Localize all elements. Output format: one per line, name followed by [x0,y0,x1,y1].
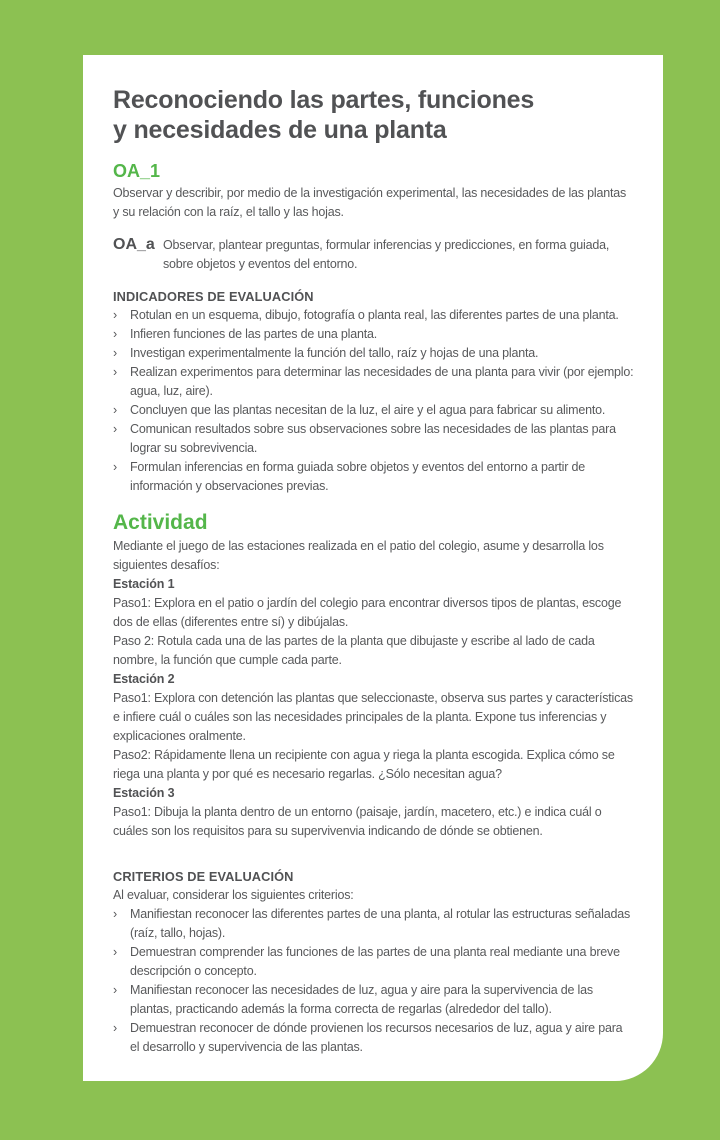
station [113,784,635,841]
station-title: Estación 1 [113,577,175,591]
oa-description: Observar y describir, por medio de la investigación experimental, las necesidades de las plantas y su relación con la raíz, el tallo y las hojas. [113,186,627,219]
chevron-bullet-icon: › [113,460,117,474]
indicator-text: Investigan experimentalmente la función del tallo, raíz y hojas de una planta. [130,346,539,360]
criterion-item [113,981,635,1019]
activity-section [113,510,635,841]
indicator-text: Rotulan en un esquema, dibujo, fotografía o planta real, las diferentes partes de una planta. [130,308,619,322]
chevron-bullet-icon: › [113,403,117,417]
chevron-bullet-icon: › [113,422,117,436]
chevron-bullet-icon: › [113,945,117,959]
chevron-bullet-icon: › [113,308,117,322]
station-steps [113,689,635,784]
criterion-text: Manifiestan reconocer las diferentes partes de una planta, al rotular las estructuras señaladas (raíz, tallo, hojas). [130,907,631,940]
station [113,670,635,784]
criterion-text: Demuestran reconocer de dónde provienen los recursos necesarios de luz, agua y aire para el desarrollo y supervivencia de las plantas. [130,1021,623,1054]
chevron-bullet-icon: › [113,907,117,921]
criterion-item [113,943,635,981]
station-steps [113,594,635,670]
oa-section [113,161,635,274]
oa-heading: OA_1 [113,161,161,181]
criterion-item [113,1019,635,1057]
chevron-bullet-icon: › [113,365,117,379]
indicator-item [113,420,635,458]
indicator-text: Infieren funciones de las partes de una planta. [130,327,378,341]
chevron-bullet-icon: › [113,983,117,997]
stations-list [113,575,635,841]
station-steps [113,803,635,841]
station-step: Paso1: Dibuja la planta dentro de un entorno (paisaje, jardín, macetero, etc.) e indica cuál o cuáles son los requisitos para su supervivenvia indicando de dónde se obtienen. [113,805,602,838]
indicators-list [113,306,635,496]
criterion-text: Demuestran comprender las funciones de las partes de una planta real mediante una breve descripción o concepto. [130,945,620,978]
criteria-intro: Al evaluar, considerar los siguientes criterios: [113,888,354,902]
chevron-bullet-icon: › [113,346,117,360]
indicators-section [113,287,635,496]
criteria-heading: CRITERIOS DE EVALUACIÓN [113,869,294,884]
indicator-item [113,458,635,496]
station-step: Paso1: Explora con detención las plantas que seleccionaste, observa sus partes y características e infiere cuál o cuáles son las necesidades principales de la planta. Expone tus inferencias y explicaciones oralmente. [113,691,633,743]
indicator-text: Realizan experimentos para determinar las necesidades de una planta para vivir (por ejemplo: agua, luz, aire). [130,365,634,398]
page-title [113,85,635,145]
indicator-text: Concluyen que las plantas necesitan de la luz, el aire y el agua para fabricar su alimento. [130,403,606,417]
indicators-heading: INDICADORES DE EVALUACIÓN [113,289,314,304]
page-title-line1: Reconociendo las partes, funciones [113,86,535,114]
document-page [83,55,663,1081]
indicator-item [113,325,635,344]
criterion-text: Manifiestan reconocer las necesidades de luz, agua y aire para la supervivencia de las plantas, practicando además la forma correcta de regarlas (alrededor del tallo). [130,983,593,1016]
criterion-item [113,905,635,943]
station-title: Estación 2 [113,672,175,686]
station-step: Paso 2: Rotula cada una de las partes de la planta que dibujaste y escribe al lado de cada nombre, la función que cumple cada parte. [113,634,595,667]
indicator-text: Comunican resultados sobre sus observaciones sobre las necesidades de las plantas para lograr su sobrevivencia. [130,422,616,455]
oa-sub-item [113,236,635,274]
oa-sub-text: Observar, plantear preguntas, formular inferencias y predicciones, en forma guiada, sobre objetos y eventos del entorno. [163,238,610,271]
indicator-text: Formulan inferencias en forma guiada sobre objetos y eventos del entorno a partir de información y observaciones previas. [130,460,586,493]
criteria-section [113,867,635,1057]
chevron-bullet-icon: › [113,1021,117,1035]
activity-intro: Mediante el juego de las estaciones realizada en el patio del colegio, asume y desarrolla los siguientes desafíos: [113,539,604,572]
indicator-item [113,363,635,401]
indicator-item [113,306,635,325]
indicator-item [113,344,635,363]
page-title-line2: y necesidades de una planta [113,116,447,144]
station-title: Estación 3 [113,786,175,800]
criteria-list [113,905,635,1057]
station [113,575,635,670]
chevron-bullet-icon: › [113,327,117,341]
indicator-item [113,401,635,420]
oa-sub-label: OA_a [113,236,155,253]
station-step: Paso1: Explora en el patio o jardín del colegio para encontrar diversos tipos de plantas, escoge dos de ellas (diferentes entre sí) y dibújalas. [113,596,622,629]
activity-heading: Actividad [113,511,208,534]
station-step: Paso2: Rápidamente llena un recipiente con agua y riega la planta escogida. Explica cómo se riega una planta y por qué es necesario regarlas. ¿Sólo necesitan agua? [113,748,615,781]
